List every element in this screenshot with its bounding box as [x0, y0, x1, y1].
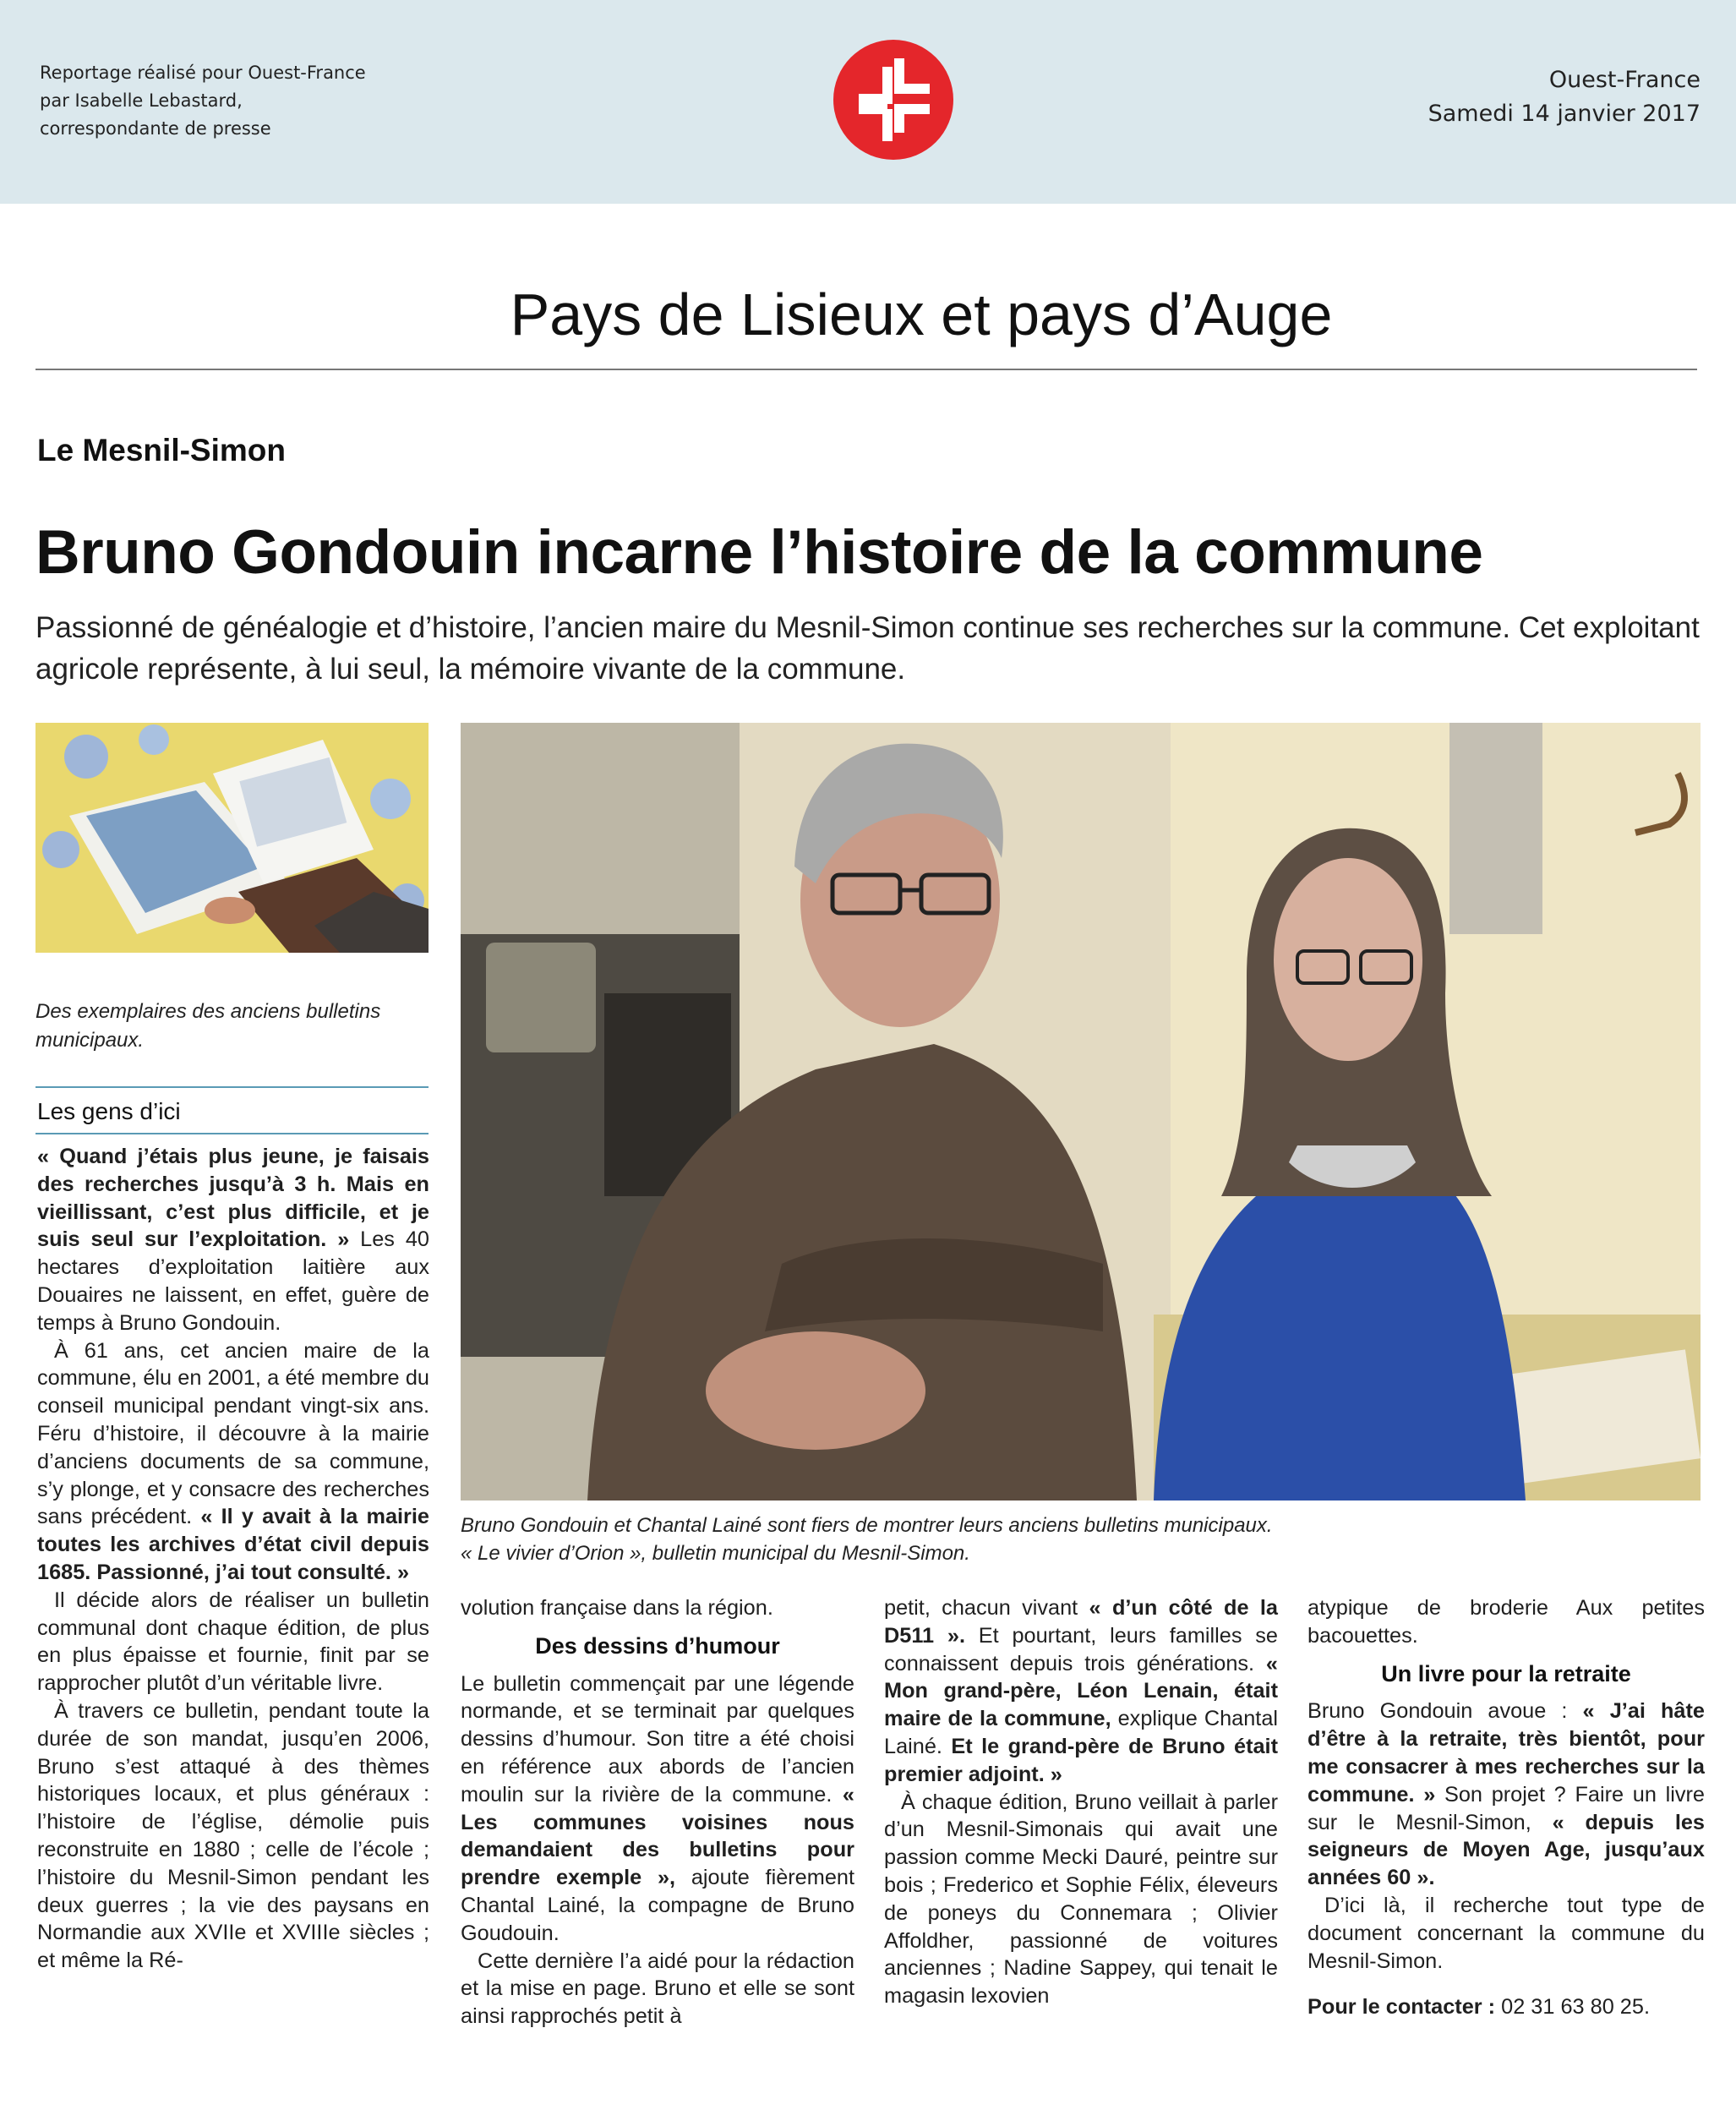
subheading: Un livre pour la retraite: [1381, 1660, 1631, 1686]
body-text: Bruno Gondouin avoue :: [1307, 1699, 1583, 1724]
rubric-label: Les gens d’ici: [37, 1098, 181, 1124]
article-column-2: [461, 1594, 854, 2031]
bulletins-photo: [35, 723, 429, 953]
paragraph: volution française dans la région.: [461, 1596, 773, 1620]
article-column-4: [1307, 1594, 1705, 2021]
body-text: Son projet ? Faire un livre sur le Mesnil-Simon,: [1307, 1782, 1705, 1834]
paragraph: [884, 1594, 1278, 1789]
newspaper-name: Ouest-France: [1548, 67, 1701, 93]
article-kicker: Le Mesnil-Simon: [37, 433, 286, 467]
paragraph: atypique de broderie Aux petites bacouettes.: [1307, 1596, 1705, 1648]
reporter-credit: [40, 59, 445, 143]
article-headline: Bruno Gondouin incarne l’histoire de la commune: [35, 518, 1483, 587]
quote-text: « J’ai hâte d’être à la retraite, très bientôt, pour me consacrer à mes recherches sur la commune. »: [1307, 1699, 1705, 1807]
main-photo-caption: [461, 1511, 1711, 1567]
quote-text: « Il y avait à la mairie toutes les archives d’état civil depuis 1685. Passionné, j’ai tout consulté. »: [37, 1505, 429, 1584]
quote-text: « depuis les seigneurs de Moyen Age, jusqu’aux années 60 ».: [1307, 1810, 1705, 1890]
credit-line: correspondante de presse: [40, 118, 271, 139]
article-column-1: [37, 1143, 429, 1975]
quote-text: « d’un côté de la D511 ».: [884, 1596, 1278, 1648]
body-text: explique Chantal Lainé.: [884, 1707, 1279, 1758]
body-text: Les 40 hectares d’exploitation laitière aux Douaires ne laissent, en effet, guère de temps à Bruno Gondouin.: [37, 1227, 429, 1335]
body-text: À 61 ans, cet ancien maire de la commune, élu en 2001, a été membre du conseil municipal pendant vingt-six ans. Féru d’histoire, il découvre à la mairie d’anciens documents de sa commune, s’y plonge, et y consacre des recherches sans précédent.: [37, 1338, 429, 1529]
body-text: petit, chacun vivant: [884, 1596, 1089, 1620]
body-text: Et pourtant, leurs familles se connaissent depuis trois générations.: [884, 1623, 1278, 1675]
subheading: Des dessins d’humour: [535, 1632, 780, 1659]
quote-text: « Les communes voisines nous demandaient des bulletins pour prendre exemple »,: [461, 1782, 854, 1890]
contact-label: Pour le contacter :: [1307, 1995, 1502, 2020]
ouest-france-logo-icon: [833, 40, 953, 160]
quote-text: « Mon grand-père, Léon Lenain, était maire de la commune,: [884, 1651, 1278, 1731]
divider: [35, 369, 1697, 370]
paragraph: D’ici là, il recherche tout type de document concernant la commune du Mesnil-Simon.: [1307, 1893, 1705, 1973]
paragraph: Cette dernière l’a aidé pour la rédaction et la mise en page. Bruno et elle se sont ainsi rapprochés petit à: [461, 1949, 854, 2029]
caption-line: « Le vivier d’Orion », bulletin municipal du Mesnil-Simon.: [461, 1542, 970, 1565]
section-title: Pays de Lisieux et pays d’Auge: [510, 282, 1333, 347]
paragraph: Il décide alors de réaliser un bulletin communal dont chaque édition, de plus en plus épaisse et fournie, finit par se rapprocher plutôt d’un véritable livre.: [37, 1588, 429, 1696]
paragraph: [461, 1670, 854, 1948]
publication-info: [1428, 63, 1701, 131]
small-photo-caption: Des exemplaires des anciens bulletins municipaux.: [35, 1000, 381, 1052]
paragraph: [37, 1337, 429, 1587]
paragraph: À travers ce bulletin, pendant toute la durée de son mandat, jusqu’en 2006, Bruno s’est attaqué à des thèmes historiques locaux, et plus généraux : l’histoire de l’église, démolie puis reconstruite en 1880 ; celle de l’école ; l’histoire du Mesnil-Simon pendant les deux guerres ; la vie des paysans en Normandie aux XVIIe et XVIIIe siècles ; et même la Ré-: [37, 1698, 429, 1973]
contact-phone: 02 31 63 80 25.: [1501, 1995, 1650, 2020]
article-lede: Passionné de généalogie et d’histoire, l’ancien maire du Mesnil-Simon continue ses recherches sur la commune. Cet exploitant agricole représente, à lui seul, la mémoire vivante de la commune.: [35, 611, 1700, 686]
paragraph: À chaque édition, Bruno veillait à parler d’un Mesnil-Simonais qui avait une passion comme Mecki Dauré, peintre sur bois ; Frederico et Sophie Félix, éleveurs de poneys du Connemara ; Olivier Affoldher, passionné de voitures anciennes ; Nadine Sappey, qui tenait le magasin lexovien: [884, 1790, 1278, 2009]
portrait-photo: [461, 723, 1701, 1501]
divider: [35, 1133, 429, 1134]
credit-line: Reportage réalisé pour Ouest-France: [40, 63, 366, 83]
paragraph: [1307, 1697, 1705, 1892]
paragraph: [37, 1143, 429, 1337]
quote-text: Et le grand-père de Bruno était premier adjoint. »: [884, 1734, 1279, 1786]
article-column-3: [884, 1594, 1278, 2010]
publication-date: Samedi 14 janvier 2017: [1428, 101, 1701, 127]
credit-line: par Isabelle Lebastard,: [40, 90, 243, 111]
quote-text: « Quand j’étais plus jeune, je faisais des recherches jusqu’à 3 h. Mais en vieillissant, c’est plus difficile, et je suis seul sur l’exploitation. »: [37, 1145, 429, 1252]
body-text: Le bulletin commençait par une légende normande, et se terminait par quelques dessins d’humour. Son titre a été choisi en référence aux abords de l’ancien moulin sur la rivière de la commune.: [461, 1671, 854, 1807]
divider: [35, 1086, 429, 1088]
caption-line: Bruno Gondouin et Chantal Lainé sont fiers de montrer leurs anciens bulletins municipaux.: [461, 1514, 1273, 1537]
contact-line: [1307, 1993, 1705, 2021]
body-text: ajoute fièrement Chantal Lainé, la compagne de Bruno Goudouin.: [461, 1866, 854, 1945]
